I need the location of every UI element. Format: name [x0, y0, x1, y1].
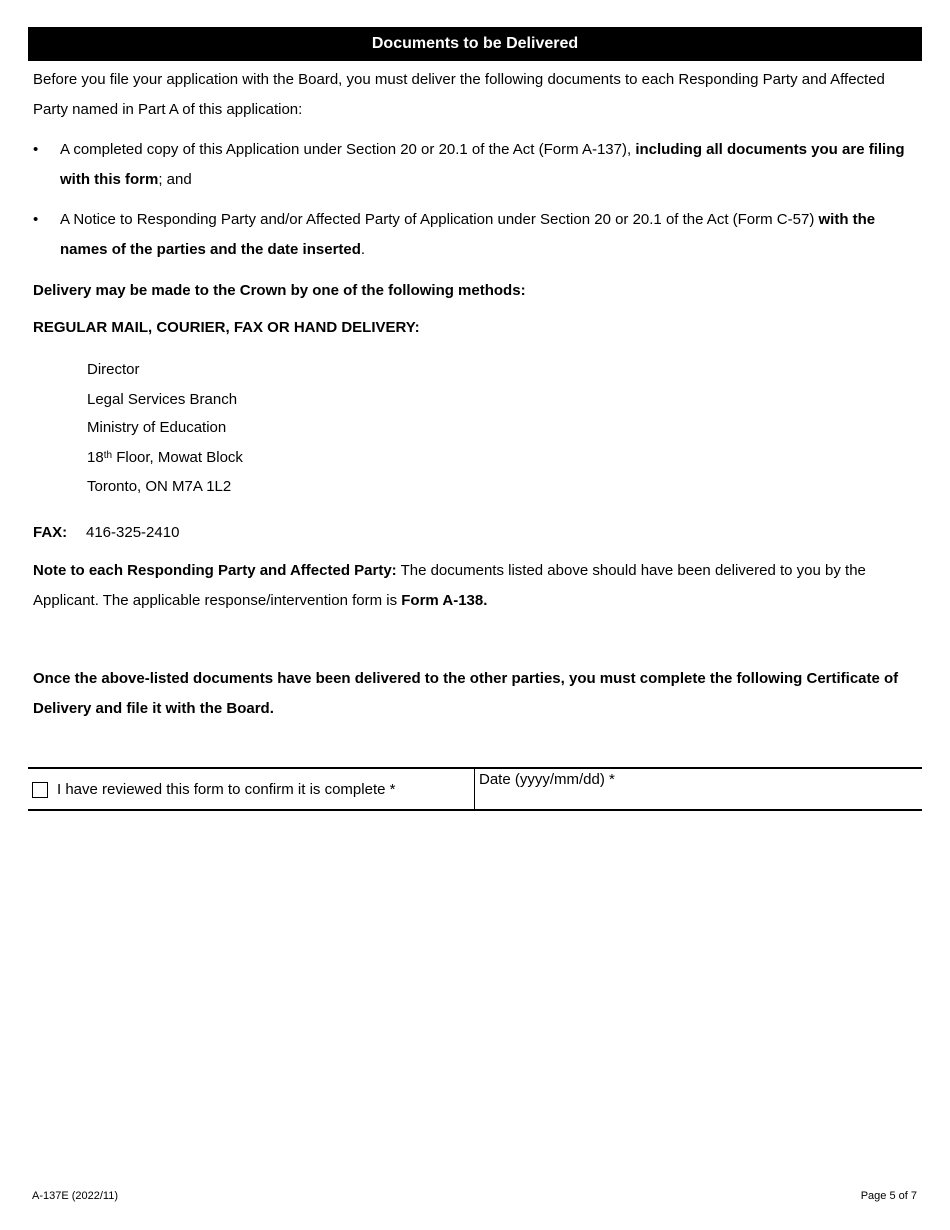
date-label: Date (yyyy/mm/dd) * — [479, 771, 615, 788]
address-line — [87, 443, 243, 473]
bullet-marker: • — [33, 211, 39, 228]
page-number: Page 5 of 7 — [860, 1190, 917, 1202]
bullet-tail: . — [360, 240, 366, 258]
section-header — [28, 27, 922, 61]
bullet-marker: • — [33, 141, 39, 158]
section-title: Documents to be Delivered — [371, 35, 579, 52]
address-line: Director — [87, 361, 140, 378]
bullet-text: A completed copy of this Application under Section 20 or 20.1 of the Act (Form A-137), — [60, 141, 636, 158]
bullet-item-notice — [60, 205, 922, 264]
methods-heading: REGULAR MAIL, COURIER, FAX OR HAND DELIVERY: — [33, 319, 420, 336]
address-line: Ministry of Education — [87, 419, 227, 436]
note-text: The documents listed above should have been delivered to you by the Applicant. The applicable response/intervention form is — [33, 562, 866, 609]
bullet-emphasis: with the names of the parties and the date inserted — [60, 211, 876, 258]
review-table — [28, 767, 922, 811]
fax-label: FAX: — [33, 524, 68, 541]
form-reference: Form A-138. — [401, 591, 488, 609]
review-checkbox-label[interactable]: I have reviewed this form to confirm it is complete * — [57, 781, 396, 798]
bullet-tail: ; and — [158, 170, 192, 188]
fax-number: 416-325-2410 — [86, 524, 180, 541]
date-input[interactable] — [479, 789, 915, 807]
address-line: Toronto, ON M7A 1L2 — [87, 478, 232, 495]
review-cell — [28, 769, 475, 809]
floor-number: 18 — [87, 449, 104, 466]
address-line: Legal Services Branch — [87, 391, 238, 408]
certificate-instruction: Once the above-listed documents have been delivered to the other parties, you must complete the following Certificate of Delivery and file it with the Board. — [33, 670, 899, 717]
note-lead: Note to each Responding Party and Affected Party: — [33, 562, 397, 579]
intro-paragraph: Before you file your application with the Board, you must deliver the following documents to each Responding Party and Affected Party named in Part A of this application: — [33, 71, 885, 118]
bullet-text: A Notice to Responding Party and/or Affected Party of Application under Section 20 or 20.1 of the Act (Form C-57) — [60, 211, 819, 228]
date-cell — [475, 769, 922, 809]
bullet-emphasis: including all documents you are filing with this form — [60, 141, 905, 188]
note-paragraph — [33, 556, 923, 615]
floor-building: Floor, Mowat Block — [112, 449, 243, 466]
bullet-item-application — [60, 135, 922, 194]
form-id: A-137E (2022/11) — [32, 1190, 119, 1202]
review-complete-checkbox[interactable] — [32, 782, 48, 798]
delivery-heading: Delivery may be made to the Crown by one of the following methods: — [33, 282, 526, 299]
floor-suffix: th — [103, 450, 113, 461]
